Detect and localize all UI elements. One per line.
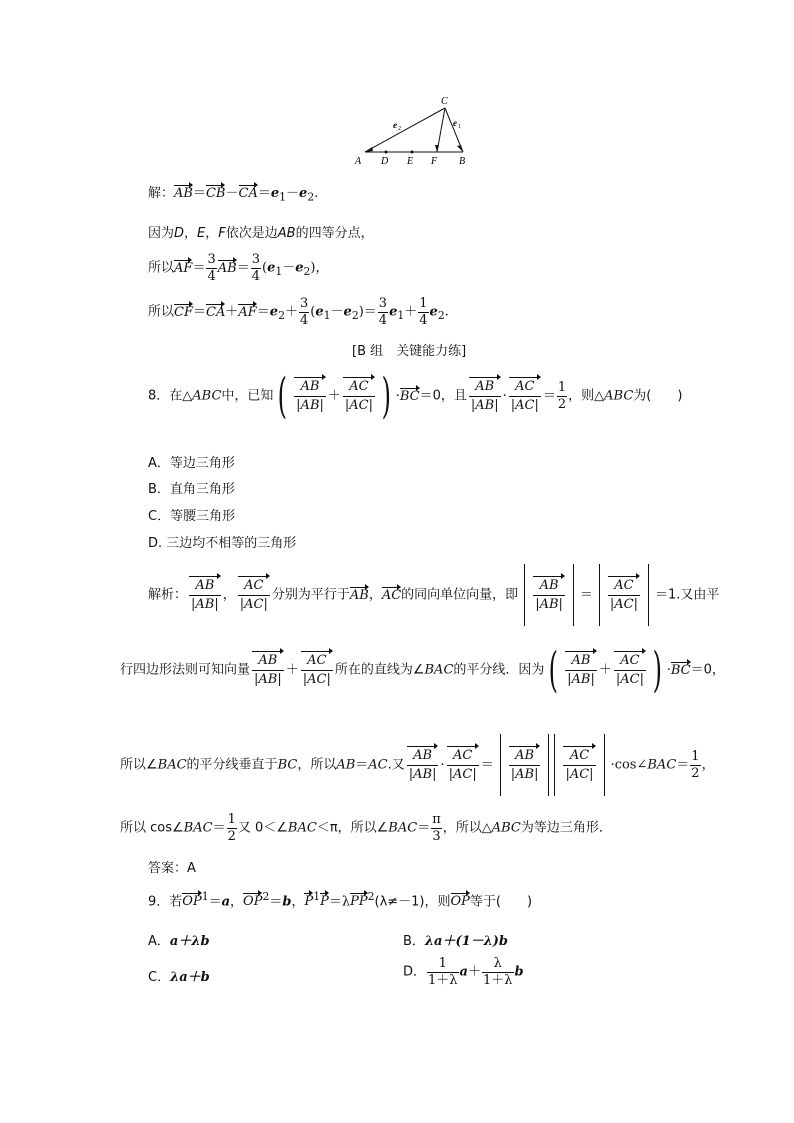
q9-option-d[interactable]: D． $\frac{1}{1+\lambda}$ a＋ $\frac{\lambda}{1+\lambda}$ b (403, 956, 524, 988)
q8-option-a[interactable]: A．等边三角形 (148, 456, 235, 471)
analysis-line-2: 行四边形法则可知向量 $\frac{AB}{|AB|}$ ＋ $\frac{AC}{|AC|}$ 所在的直线为∠BAC的平分线．因为( $\frac{AB}{|AB|}$ ＋ $\frac{AC}{|AC|}$ ) ·BC＝0， (120, 642, 725, 698)
point-label-b: B (459, 156, 466, 167)
point-label-d: D (381, 156, 389, 167)
q9-option-b[interactable]: B．λa＋(1－λ)b (403, 934, 509, 949)
q9-option-a[interactable]: A．a＋λb (148, 934, 210, 949)
point-label-c: C (441, 96, 448, 107)
vector-label-e2: e (393, 120, 397, 130)
question-9: 9．若$OP^1=a$，$OP^2=b$，$P^1P=\lambda PP^2(\lambda\ne-1)$，则OP等于( ) (148, 890, 533, 910)
analysis-line-1: 解析： $\frac{AB}{|AB|}$ ， $\frac{AC}{|AC|}$ 分别为平行于AB，AC的同向单位向量，即 $\frac{AB}{|AB|}$ ＝ $\frac{AC}{|AC|}$ ＝1.又由平 (148, 564, 719, 626)
solution-line-cf: 所以$CF=CA+AF=e_2+$ $\frac{3}{4}$ $(e_1-e_2)=$ $\frac{3}{4}$ $e_1+$ $\frac{1}{4}$ $e_2$. (148, 296, 449, 328)
solution-line-ab: 解：$AB=CB-CA=e_1-e_2$. (148, 186, 319, 204)
point-label-a: A (355, 156, 362, 167)
q8-option-b[interactable]: B．直角三角形 (148, 482, 235, 497)
section-title: [B 组 关键能力练] (352, 344, 467, 359)
solution-line-quarter-points: 因为D，E，F依次是边AB的四等分点， (148, 226, 374, 241)
q9-option-c[interactable]: C．λa＋b (148, 970, 210, 985)
vector-label-e2-sub: 2 (398, 126, 401, 132)
question-8: 8．在△ABC中，已知( $\frac{AB}{|AB|}$ ＋ $\frac{AC}{|AC|}$ ) ·BC＝0，且 $\frac{AB}{|AB|}$ · $\frac{AC}{|AC|}$ ＝ $\frac{1}{2}$ ，则△ABC为( ) (148, 368, 683, 424)
vector-label-e1-sub: 1 (458, 124, 461, 130)
analysis-line-4: 所以 cos∠BAC＝ $\frac{1}{2}$ 又 0＜∠BAC＜π，所以∠BAC＝ $\frac{\pi}{3}$ ，所以△ABC为等边三角形． (120, 812, 612, 844)
triangle-figure (345, 90, 485, 170)
vector-label-e1: e (453, 118, 457, 128)
solution-line-af: 所以AF＝ $\frac{3}{4}$ AB＝ $\frac{3}{4}$ $(e_1-e_2)$， (148, 252, 329, 284)
answer-line: 答案：A (148, 861, 196, 876)
point-label-e: E (407, 156, 414, 167)
q8-option-d[interactable]: D. 三边均不相等的三角形 (148, 536, 297, 551)
q8-option-c[interactable]: C．等腰三角形 (148, 509, 236, 524)
analysis-line-3: 所以∠BAC的平分线垂直于BC，所以AB＝AC.又 $\frac{AB}{|AB|}$ · $\frac{AC}{|AC|}$ ＝ $\frac{AB}{|AB|}$ $\frac{AC}{|AC|}$ ·cos∠BAC＝ $\frac{1}{2}$ ， (120, 734, 715, 796)
point-label-f: F (431, 156, 438, 167)
